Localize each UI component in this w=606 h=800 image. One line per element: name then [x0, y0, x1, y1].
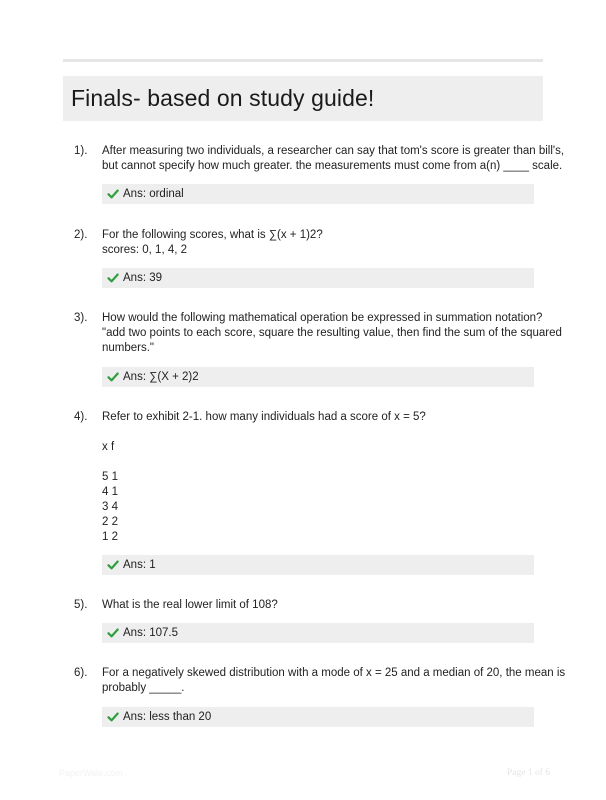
checkmark-icon	[107, 272, 119, 284]
answer-text: Ans: 107.5	[123, 627, 178, 639]
question-line: For a negatively skewed distribution with a mode of x = 25 and a median of 20, the mean is	[102, 667, 566, 679]
question-line: numbers."	[102, 342, 155, 354]
answer-box	[102, 184, 534, 204]
question-number: 1).	[74, 145, 88, 157]
question-line	[102, 425, 538, 440]
page-title: Finals- based on study guide!	[71, 85, 375, 111]
page-number: Page 1 of 6	[507, 768, 551, 778]
question-line: After measuring two individuals, a researcher can say that tom's score is greater than bill's,	[102, 145, 565, 157]
question-line: How would the following mathematical operation be expressed in summation notation?	[102, 312, 543, 324]
answer-box	[102, 623, 534, 643]
checkmark-icon	[107, 559, 119, 571]
question-line: What is the real lower limit of 108?	[102, 599, 278, 611]
question-number: 4).	[74, 411, 88, 423]
question-line: x f	[102, 441, 115, 453]
question-line: 5 1	[102, 471, 118, 483]
answer-text: Ans: ∑(X + 2)2	[123, 371, 199, 383]
answer-box	[102, 555, 534, 575]
question-line: 3 4	[102, 501, 118, 513]
question-line: Refer to exhibit 2-1. how many individuals had a score of x = 5?	[102, 411, 426, 423]
answer-text: Ans: less than 20	[123, 711, 212, 723]
top-divider	[63, 59, 543, 62]
question-text	[102, 311, 562, 356]
answer-text: Ans: ordinal	[123, 188, 184, 200]
question-line: scores: 0, 1, 4, 2	[102, 244, 188, 256]
question-line: 4 1	[102, 486, 118, 498]
answer-box	[102, 707, 534, 727]
checkmark-icon	[107, 371, 119, 383]
question-text	[102, 144, 565, 174]
question-line: 2 2	[102, 516, 118, 528]
answer-text: Ans: 1	[123, 559, 156, 571]
checkmark-icon	[107, 627, 119, 639]
checkmark-icon	[107, 711, 119, 723]
footer-watermark: PaperWale.com	[59, 768, 123, 778]
question-line	[102, 455, 538, 470]
question-number: 5).	[74, 599, 88, 611]
question-line: but cannot specify how much greater. the measurements must come from a(n) ____ scale.	[102, 160, 563, 172]
question-text	[102, 410, 538, 545]
checkmark-icon	[107, 188, 119, 200]
answer-box	[102, 268, 534, 288]
answer-text: Ans: 39	[123, 272, 162, 284]
question-line: For the following scores, what is ∑(x + 1)2?	[102, 229, 323, 241]
question-number: 3).	[74, 312, 88, 324]
question-text	[102, 666, 566, 696]
question-line: probably _____.	[102, 682, 185, 694]
question-line: "add two points to each score, square the resulting value, then find the sum of the squared	[102, 327, 562, 339]
question-number: 6).	[74, 667, 88, 679]
question-text	[102, 228, 538, 258]
answer-box	[102, 367, 534, 387]
question-number: 2).	[74, 229, 88, 241]
title-bar	[63, 76, 543, 121]
question-text	[102, 598, 538, 613]
question-line: 1 2	[102, 531, 118, 543]
